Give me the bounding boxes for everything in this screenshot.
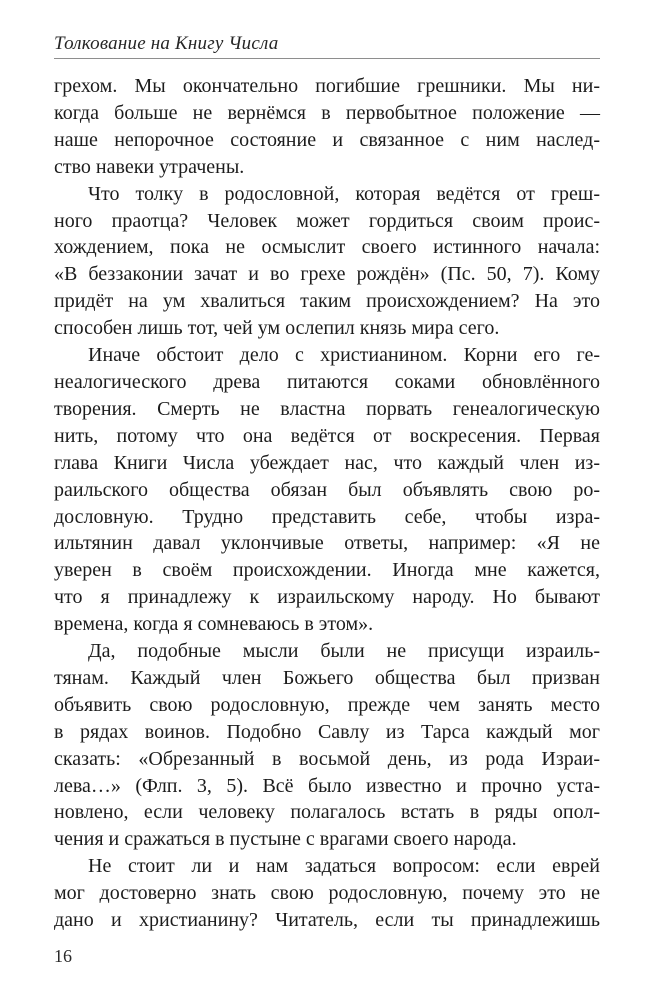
text-line: Не стоит ли и нам задаться вопросом: если еврей [88, 855, 600, 878]
text-line: Иначе обстоит дело с христианином. Корни его ге- [88, 344, 600, 367]
text-line: чения и сражаться в пустыне с врагами своего народа. [54, 828, 517, 851]
paragraph [54, 181, 600, 342]
text-line: дословную. Трудно представить себе, чтобы изра- [54, 505, 600, 528]
text-line: творения. Смерть не властна порвать генеалогическую [54, 397, 600, 420]
text-line: когда больше не вернёмся в первобытное положение — [54, 101, 600, 124]
text-line: ство навеки утрачены. [54, 155, 245, 178]
text-line: нить, потому что она ведётся от воскресения. Первая [54, 424, 600, 447]
text-line: мог достоверно знать свою родословную, почему это не [54, 882, 600, 905]
running-header [54, 33, 600, 59]
text-line: в рядах воинов. Подобно Савлу из Тарса каждый мог [54, 720, 600, 743]
text-line: ильтянин давал уклончивые ответы, например: «Я не [54, 532, 600, 555]
text-line: дано и христианину? Читатель, если ты принадлежишь [54, 909, 600, 932]
text-line: что я принадлежу к израильскому народу. Но бывают [54, 586, 600, 609]
text-line: тянам. Каждый член Божьего общества был призван [54, 666, 600, 689]
text-line: объявить свою родословную, прежде чем занять место [54, 693, 600, 716]
text-line: наше непорочное состояние и связанное с ним наслед- [54, 128, 600, 151]
text-line: Что толку в родословной, которая ведётся от греш- [88, 182, 600, 205]
text-line: «В беззаконии зачат и во грехе рождён» (Пс. 50, 7). Кому [54, 263, 600, 286]
paragraph [54, 73, 600, 181]
text-line: ного праотца? Человек может гордиться своим проис- [54, 209, 600, 232]
text-line: лева…» (Флп. 3, 5). Всё было известно и прочно уста- [54, 774, 600, 797]
text-line: раильского общества обязан был объявлять свою ро- [54, 478, 600, 501]
text-line: глава Книги Числа убеждает нас, что каждый член из- [54, 451, 600, 474]
text-block [54, 73, 600, 934]
page-number: 16 [54, 946, 72, 966]
text-line: способен лишь тот, чей ум ослепил князь мира сего. [54, 317, 500, 340]
header-rule [54, 58, 600, 59]
text-line: Да, подобные мысли были не присущи израиль- [88, 640, 600, 663]
paragraph [54, 853, 600, 934]
text-line: сказать: «Обрезанный в восьмой день, из рода Израи- [54, 747, 600, 770]
text-line: придёт на ум хвалиться таким происхождением? На это [54, 290, 600, 313]
running-header-title: Толкование на Книгу Числа [54, 33, 279, 54]
text-line: хождением, пока не осмыслит своего истинного начала: [54, 236, 600, 259]
text-line: уверен в своём происхождении. Иногда мне кажется, [54, 559, 600, 582]
paragraph [54, 342, 600, 638]
text-line: грехом. Мы окончательно погибшие грешники. Мы ни- [54, 75, 600, 97]
paragraph [54, 638, 600, 853]
text-line: времена, когда я сомневаюсь в этом». [54, 613, 374, 636]
text-line: новлено, если человеку полагалось встать в ряды опол- [54, 801, 600, 824]
text-line: неалогического древа питаются соками обновлённого [54, 370, 600, 393]
